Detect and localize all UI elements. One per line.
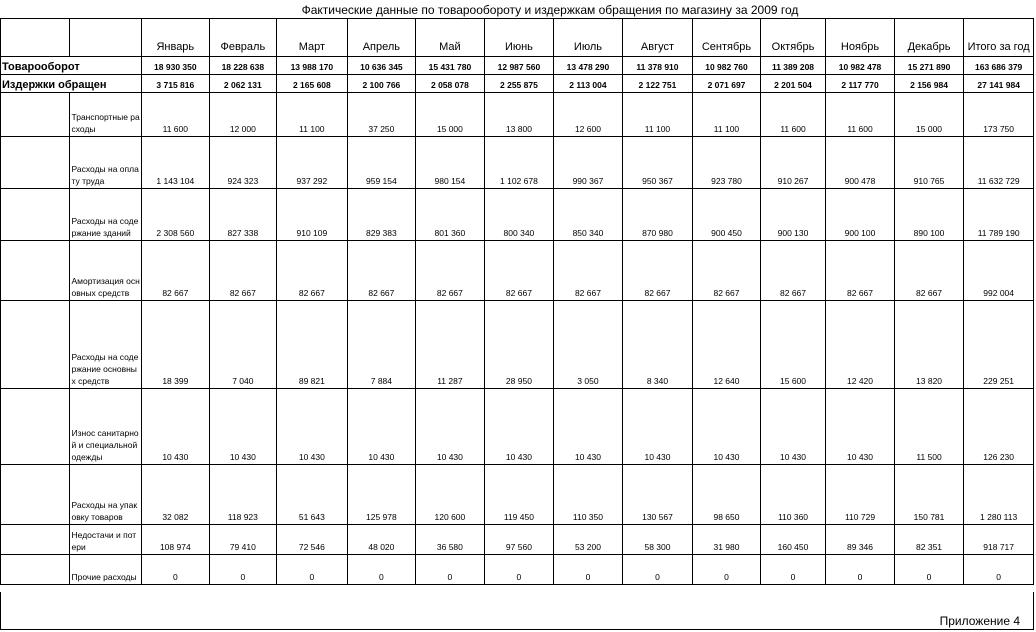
month-header: Ноябрь xyxy=(826,19,895,57)
sheet-title: Фактические данные по товарообороту и издержкам обращения по магазину за 2009 год xyxy=(301,3,799,17)
expense-label: Износ санитарной и специальной одежды xyxy=(69,389,142,465)
appendix-label: Приложение 4 xyxy=(939,614,1020,628)
value-cell: 160 450 xyxy=(760,525,826,555)
value-cell: 2 308 560 xyxy=(142,189,210,241)
indent-cell xyxy=(1,389,70,465)
month-header: Октябрь xyxy=(760,19,826,57)
value-cell: 82 667 xyxy=(826,241,895,301)
value-cell: 11 100 xyxy=(693,93,761,137)
value-cell: 82 667 xyxy=(277,241,348,301)
value-cell: 110 350 xyxy=(554,465,623,525)
value-cell: 900 450 xyxy=(693,189,761,241)
header-row xyxy=(1,19,1034,57)
value-cell: 89 821 xyxy=(277,301,348,389)
month-header: Август xyxy=(622,19,693,57)
value-cell: 11 789 190 xyxy=(964,189,1034,241)
footer-area xyxy=(0,592,1034,630)
value-cell: 2 122 751 xyxy=(622,75,693,93)
value-cell: 48 020 xyxy=(347,525,416,555)
value-cell: 72 546 xyxy=(277,525,348,555)
value-cell: 10 430 xyxy=(416,389,485,465)
value-cell: 119 450 xyxy=(484,465,554,525)
value-cell: 900 130 xyxy=(760,189,826,241)
expense-label: Прочие расходы xyxy=(69,555,142,585)
value-cell: 10 430 xyxy=(209,389,277,465)
value-cell: 82 667 xyxy=(622,241,693,301)
value-cell: 36 580 xyxy=(416,525,485,555)
value-cell: 0 xyxy=(622,555,693,585)
value-cell: 118 923 xyxy=(209,465,277,525)
value-cell: 82 667 xyxy=(484,241,554,301)
value-cell: 0 xyxy=(484,555,554,585)
value-cell: 2 071 697 xyxy=(693,75,761,93)
value-cell: 990 367 xyxy=(554,137,623,189)
indent-cell xyxy=(1,93,70,137)
expense-label: Транспортные расходы xyxy=(69,93,142,137)
value-cell: 937 292 xyxy=(277,137,348,189)
expense-label: Расходы на упаковку товаров xyxy=(69,465,142,525)
value-cell: 51 643 xyxy=(277,465,348,525)
month-header: Май xyxy=(416,19,485,57)
value-cell: 923 780 xyxy=(693,137,761,189)
value-cell: 13 478 290 xyxy=(554,57,623,75)
value-cell: 37 250 xyxy=(347,93,416,137)
value-cell: 11 600 xyxy=(760,93,826,137)
value-cell: 900 478 xyxy=(826,137,895,189)
value-cell: 82 667 xyxy=(894,241,964,301)
value-cell: 910 109 xyxy=(277,189,348,241)
expense-row xyxy=(1,241,1034,301)
value-cell: 7 040 xyxy=(209,301,277,389)
month-header: Февраль xyxy=(209,19,277,57)
value-cell: 15 600 xyxy=(760,301,826,389)
value-cell: 58 300 xyxy=(622,525,693,555)
value-cell: 82 667 xyxy=(347,241,416,301)
indent-cell xyxy=(1,525,70,555)
value-cell: 2 058 078 xyxy=(416,75,485,93)
indent-cell xyxy=(1,301,70,389)
value-cell: 2 117 770 xyxy=(826,75,895,93)
value-cell: 150 781 xyxy=(894,465,964,525)
value-cell: 82 351 xyxy=(894,525,964,555)
value-cell: 18 228 638 xyxy=(209,57,277,75)
value-cell: 1 143 104 xyxy=(142,137,210,189)
value-cell: 130 567 xyxy=(622,465,693,525)
value-cell: 18 399 xyxy=(142,301,210,389)
value-cell: 2 201 504 xyxy=(760,75,826,93)
value-cell: 108 974 xyxy=(142,525,210,555)
expense-row xyxy=(1,465,1034,525)
value-cell: 2 165 608 xyxy=(277,75,348,93)
value-cell: 8 340 xyxy=(622,301,693,389)
value-cell: 0 xyxy=(277,555,348,585)
value-cell: 82 667 xyxy=(142,241,210,301)
main-row-label: Издержки обращен xyxy=(1,75,142,93)
expense-row xyxy=(1,525,1034,555)
value-cell: 13 988 170 xyxy=(277,57,348,75)
value-cell: 31 980 xyxy=(693,525,761,555)
value-cell: 910 765 xyxy=(894,137,964,189)
value-cell: 1 102 678 xyxy=(484,137,554,189)
value-cell: 10 430 xyxy=(693,389,761,465)
value-cell: 82 667 xyxy=(760,241,826,301)
month-header: Январь xyxy=(142,19,210,57)
value-cell: 900 100 xyxy=(826,189,895,241)
value-cell: 82 667 xyxy=(554,241,623,301)
value-cell: 0 xyxy=(209,555,277,585)
total-header: Итого за год xyxy=(964,19,1034,57)
month-header: Июль xyxy=(554,19,623,57)
value-cell: 2 100 766 xyxy=(347,75,416,93)
value-cell: 10 430 xyxy=(277,389,348,465)
value-cell: 12 640 xyxy=(693,301,761,389)
value-cell: 15 000 xyxy=(416,93,485,137)
value-cell: 82 667 xyxy=(693,241,761,301)
expense-row xyxy=(1,389,1034,465)
expense-label: Расходы на оплату труда xyxy=(69,137,142,189)
value-cell: 11 600 xyxy=(826,93,895,137)
value-cell: 2 062 131 xyxy=(209,75,277,93)
expense-label: Расходы на содержание зданий xyxy=(69,189,142,241)
main-row xyxy=(1,75,1034,93)
value-cell: 13 820 xyxy=(894,301,964,389)
value-cell: 0 xyxy=(142,555,210,585)
value-cell: 0 xyxy=(826,555,895,585)
value-cell: 890 100 xyxy=(894,189,964,241)
value-cell: 10 636 345 xyxy=(347,57,416,75)
value-cell: 2 113 004 xyxy=(554,75,623,93)
main-row-label: Товарооборот xyxy=(1,57,142,75)
value-cell: 53 200 xyxy=(554,525,623,555)
value-cell: 229 251 xyxy=(964,301,1034,389)
value-cell: 0 xyxy=(964,555,1034,585)
value-cell: 2 255 875 xyxy=(484,75,554,93)
value-cell: 110 729 xyxy=(826,465,895,525)
value-cell: 829 383 xyxy=(347,189,416,241)
value-cell: 11 378 910 xyxy=(622,57,693,75)
month-header: Декабрь xyxy=(894,19,964,57)
value-cell: 10 430 xyxy=(826,389,895,465)
value-cell: 10 430 xyxy=(142,389,210,465)
value-cell: 959 154 xyxy=(347,137,416,189)
value-cell: 98 650 xyxy=(693,465,761,525)
value-cell: 0 xyxy=(760,555,826,585)
month-header: Сентябрь xyxy=(693,19,761,57)
main-row xyxy=(1,57,1034,75)
value-cell: 173 750 xyxy=(964,93,1034,137)
value-cell: 2 156 984 xyxy=(894,75,964,93)
value-cell: 10 430 xyxy=(347,389,416,465)
value-cell: 15 271 890 xyxy=(894,57,964,75)
value-cell: 97 560 xyxy=(484,525,554,555)
value-cell: 11 389 208 xyxy=(760,57,826,75)
value-cell: 11 100 xyxy=(622,93,693,137)
value-cell: 12 600 xyxy=(554,93,623,137)
value-cell: 126 230 xyxy=(964,389,1034,465)
value-cell: 827 338 xyxy=(209,189,277,241)
value-cell: 82 667 xyxy=(416,241,485,301)
value-cell: 1 280 113 xyxy=(964,465,1034,525)
value-cell: 89 346 xyxy=(826,525,895,555)
value-cell: 10 982 760 xyxy=(693,57,761,75)
value-cell: 27 141 984 xyxy=(964,75,1034,93)
value-cell: 801 360 xyxy=(416,189,485,241)
value-cell: 163 686 379 xyxy=(964,57,1034,75)
value-cell: 0 xyxy=(894,555,964,585)
value-cell: 0 xyxy=(693,555,761,585)
value-cell: 11 632 729 xyxy=(964,137,1034,189)
value-cell: 10 430 xyxy=(760,389,826,465)
indent-cell xyxy=(1,189,70,241)
value-cell: 924 323 xyxy=(209,137,277,189)
indent-cell xyxy=(1,555,70,585)
value-cell: 82 667 xyxy=(209,241,277,301)
value-cell: 992 004 xyxy=(964,241,1034,301)
value-cell: 79 410 xyxy=(209,525,277,555)
value-cell: 800 340 xyxy=(484,189,554,241)
expense-row xyxy=(1,301,1034,389)
expense-label: Недостачи и потери xyxy=(69,525,142,555)
expense-row xyxy=(1,137,1034,189)
value-cell: 120 600 xyxy=(416,465,485,525)
month-header: Март xyxy=(277,19,348,57)
month-header: Апрель xyxy=(347,19,416,57)
indent-cell xyxy=(1,137,70,189)
value-cell: 10 430 xyxy=(484,389,554,465)
value-cell: 10 430 xyxy=(622,389,693,465)
value-cell: 3 050 xyxy=(554,301,623,389)
value-cell: 28 950 xyxy=(484,301,554,389)
value-cell: 110 360 xyxy=(760,465,826,525)
value-cell: 0 xyxy=(347,555,416,585)
value-cell: 11 600 xyxy=(142,93,210,137)
indent-cell xyxy=(1,465,70,525)
value-cell: 18 930 350 xyxy=(142,57,210,75)
value-cell: 13 800 xyxy=(484,93,554,137)
value-cell: 11 100 xyxy=(277,93,348,137)
corner-cell xyxy=(1,19,70,57)
value-cell: 950 367 xyxy=(622,137,693,189)
value-cell: 0 xyxy=(416,555,485,585)
value-cell: 918 717 xyxy=(964,525,1034,555)
expense-row xyxy=(1,189,1034,241)
value-cell: 0 xyxy=(554,555,623,585)
expense-label: Расходы на содержание основных средств xyxy=(69,301,142,389)
value-cell: 11 287 xyxy=(416,301,485,389)
value-cell: 32 082 xyxy=(142,465,210,525)
value-cell: 850 340 xyxy=(554,189,623,241)
value-cell: 12 987 560 xyxy=(484,57,554,75)
value-cell: 7 884 xyxy=(347,301,416,389)
expense-label: Амортизация основных средств xyxy=(69,241,142,301)
indent-cell xyxy=(1,241,70,301)
value-cell: 12 420 xyxy=(826,301,895,389)
value-cell: 15 431 780 xyxy=(416,57,485,75)
value-cell: 10 982 478 xyxy=(826,57,895,75)
value-cell: 11 500 xyxy=(894,389,964,465)
corner-cell xyxy=(69,19,142,57)
value-cell: 125 978 xyxy=(347,465,416,525)
value-cell: 12 000 xyxy=(209,93,277,137)
value-cell: 870 980 xyxy=(622,189,693,241)
data-table xyxy=(0,18,1034,585)
value-cell: 10 430 xyxy=(554,389,623,465)
expense-row xyxy=(1,555,1034,585)
value-cell: 980 154 xyxy=(416,137,485,189)
expense-row xyxy=(1,93,1034,137)
value-cell: 3 715 816 xyxy=(142,75,210,93)
value-cell: 15 000 xyxy=(894,93,964,137)
value-cell: 910 267 xyxy=(760,137,826,189)
month-header: Июнь xyxy=(484,19,554,57)
